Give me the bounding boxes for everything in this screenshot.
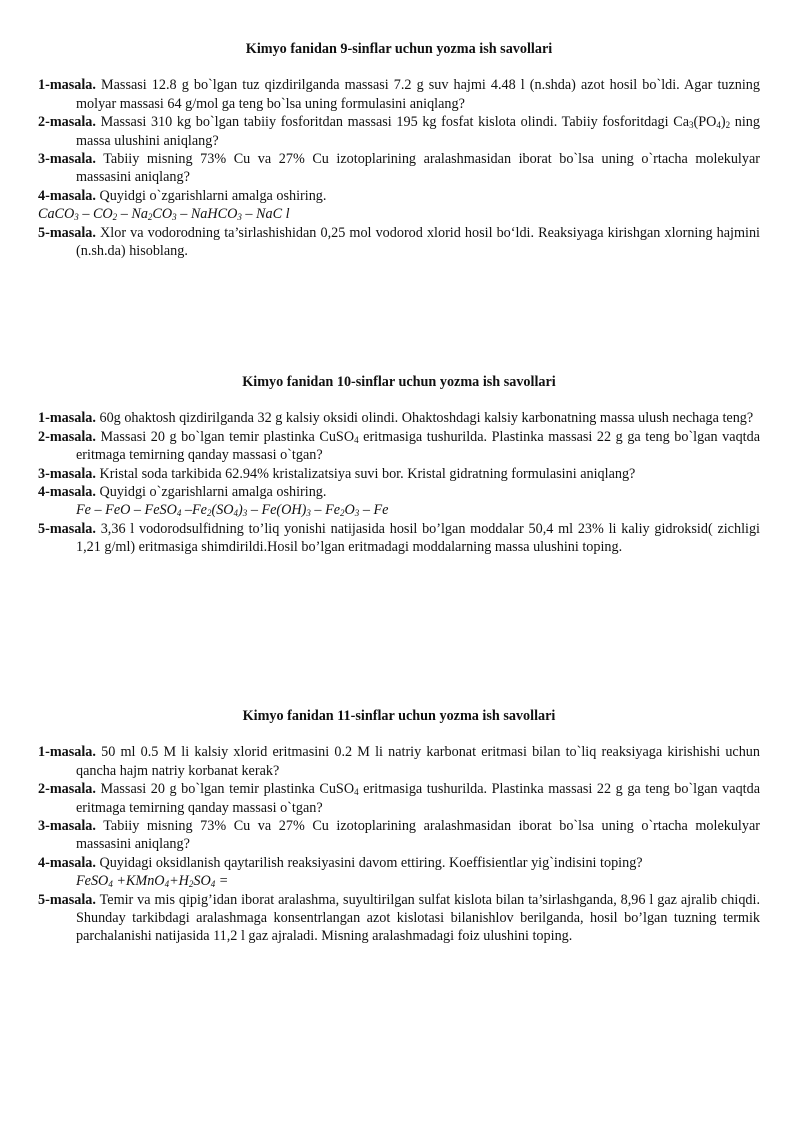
problem-text: eritmasiga tushurilda. Plastinka massasi 22 g ga teng bo`lgan vaqtda eritmaga temirning qanday massasi o`tgan? [76, 428, 760, 464]
reaction-equation: FeSO$_4$ $+KMnO_4+H_2SO_4$ = [76, 873, 229, 890]
problem-text: Kristal soda tarkibida 62.94% kristalizatsiya suvi bor. Kristal gidratning formulasini aniqlang? [99, 465, 636, 482]
section-title: Kimyo fanidan 11-sinflar uchun yozma ish savollari [242, 708, 556, 724]
subscript: 2 [112, 212, 118, 223]
problem-text: Tabiiy misning 73% Cu va 27% Cu izotoplarining aralashmasidan iborat bo`lsa uning o`rtacha molekulyar massasini aniqlang? [76, 151, 760, 186]
problem-text: Temir va mis qipig’idan iborat aralashma, suyultirilgan sulfat kislota bilan ta’sirlashganda, 8,96 l gaz ajralib chiqdi. Shunday tarkibdagi aralashmaga konsentrlangan azot kislotasi bilanishlov berilganda, hosil bo’lgan tuzning termik parchalanishi natijasida 11,2 l gaz ajraladi. Misning aralashmadagi foiz ulushini toping. [76, 891, 760, 945]
section-grade-9 [38, 40, 760, 260]
problem-label: 2-masala. [38, 114, 96, 131]
problem-label: 5-masala. [38, 891, 96, 908]
problem-label: 3-masala. [38, 818, 96, 835]
problem-label: 5-masala. [38, 224, 96, 241]
subscript: 4 [716, 120, 721, 131]
subscript: 3 [242, 508, 248, 519]
problem-label: 5-masala. [38, 520, 96, 537]
reaction-chain: Fe – FeO – FeSO$_4$ $-Fe_2(SO_4)_3 - Fe(OH)_3 - Fe_2O_3$ – Fe [76, 502, 389, 519]
problem-1 [38, 409, 760, 427]
problem-text: eritmasiga tushurilda. Plastinka massasi 22 g ga teng bo`lgan vaqtda eritmaga temirning qanday massasi o`tgan? [76, 781, 760, 816]
problem-5 [38, 520, 760, 557]
subscript: 2 [725, 120, 731, 131]
section-title: Kimyo fanidan 9-sinflar uchun yozma ish savollari [245, 41, 553, 57]
problem-label: 3-masala. [38, 151, 96, 168]
subscript: 4 [233, 508, 239, 519]
subscript: 4 [354, 434, 359, 445]
problem-label: 2-masala. [38, 781, 96, 798]
problem-label: 1-masala. [38, 410, 96, 427]
problem-4 [38, 187, 760, 205]
subscript: 4 [176, 508, 182, 519]
subscript: 2 [340, 508, 345, 519]
problem-1 [38, 743, 760, 780]
subscript: 2 [206, 508, 212, 519]
subscript: 2 [188, 879, 194, 890]
section-grade-10 [38, 373, 760, 557]
problem-text: Xlor va vodorodning ta’sirlashishidan 0,25 mol vodorod xlorid hosil bo‘ldi. Reaksiyaga kirishgan xlorning hajmini (n.sh.da) hisoblang. [76, 224, 760, 260]
problem-text: Tabiiy misning 73% Cu va 27% Cu izotoplarining aralashmasidan iborat bo`lsa uning o`rtacha molekulyar massasini aniqlang? [76, 818, 760, 853]
problem-text: Massasi 310 kg bo`lgan tabiiy fosforitdan massasi 195 kg fosfat kislota olindi. Tabiiy fosforitdagi Ca [100, 114, 689, 131]
problem-text: 50 ml 0.5 M li kalsiy xlorid eritmasini 0.2 M li natriy karbonat eritmasi bilan to`liq reaksiyaga kirishishi uchun qancha hajm natriy korbanat kerak? [76, 744, 760, 779]
problem-3 [38, 150, 760, 187]
problem-text: Quyidgi o`zgarishlarni amalga oshiring. [99, 484, 327, 501]
problem-text: Massasi 12.8 g bo`lgan tuz qizdirilganda massasi 7.2 g suv hajmi 4.48 l (n.shda) azot hosil bo`ldi. Agar tuzning molyar massasi 64 g/mol ga teng bo`lsa uning formulasini aniqlang? [76, 77, 760, 112]
reaction-chain: CaCO$_3$ – $CO_2 - Na_2CO_3$ – NaHCO$_3$ – NaC l [38, 206, 290, 223]
problem-text: ) [720, 114, 726, 131]
problem-label: 4-masala. [38, 484, 96, 501]
problem-label: 4-masala. [38, 187, 96, 204]
subscript: 3 [306, 508, 311, 519]
subscript: 3 [689, 120, 694, 131]
problem-4 [38, 854, 760, 872]
problem-2 [38, 780, 760, 817]
problem-text: ning massa ulushini aniqlang? [76, 114, 760, 149]
problem-text: 3,36 l vodorodsulfidning to’liq yonishi natijasida hosil bo’lgan moddalar 50,4 ml 23% li kaliy gidroksid( zichligi 1,21 g/ml) eritmasiga shimdirildi.Hosil bo’lgan eritmadagi moddalarning massa ulushini toping. [76, 520, 760, 556]
problem-5 [38, 891, 760, 946]
section-grade-11 [38, 707, 760, 946]
subscript: 4 [210, 879, 216, 890]
problem-5 [38, 224, 760, 261]
problem-text: 60g ohaktosh qizdirilganda 32 g kalsiy oksidi olindi. Ohaktoshdagi kalsiy karbonatning massa ulush nechaga teng? [99, 410, 754, 427]
problem-text: (PO [693, 114, 717, 131]
subscript: 3 [354, 508, 360, 519]
problem-text: Massasi 20 g bo`lgan temir plastinka CuSO [100, 781, 355, 798]
problem-3 [38, 817, 760, 854]
problem-label: 1-masala. [38, 77, 96, 94]
subscript: 2 [147, 212, 153, 223]
problem-4 [38, 483, 760, 501]
section-title: Kimyo fanidan 10-sinflar uchun yozma ish savollari [242, 374, 556, 390]
problem-1 [38, 76, 760, 113]
subscript: 3 [237, 212, 242, 223]
subscript: 4 [354, 787, 359, 798]
problem-2 [38, 113, 760, 150]
problem-label: 2-masala. [38, 428, 96, 445]
problem-text: Quyidgi o`zgarishlarni amalga oshiring. [99, 187, 327, 204]
subscript: 4 [164, 879, 170, 890]
problem-label: 3-masala. [38, 465, 96, 482]
problem-2 [38, 428, 760, 465]
subscript: 3 [74, 212, 79, 223]
problem-3 [38, 465, 760, 483]
problem-text: Massasi 20 g bo`lgan temir plastinka CuSO [100, 428, 355, 445]
problem-text: Quyidagi oksidlanish qaytarilish reaksiyasini davom ettiring. Koeffisientlar yig`indisini toping? [99, 854, 643, 871]
problem-label: 4-masala. [38, 854, 96, 871]
subscript: 3 [172, 212, 177, 223]
subscript: 4 [108, 879, 113, 890]
problem-label: 1-masala. [38, 744, 96, 761]
